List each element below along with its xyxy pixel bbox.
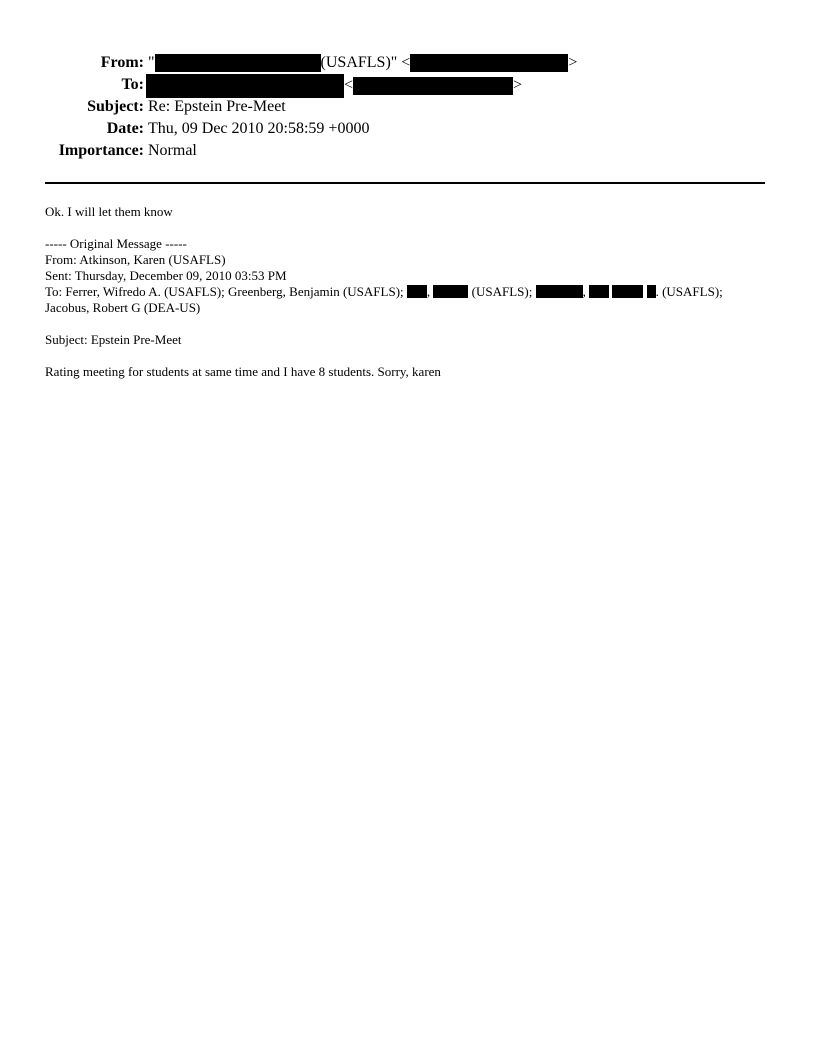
to-close: > (513, 76, 523, 94)
redaction-block (536, 285, 583, 298)
subject-row (0, 96, 816, 118)
date-label: Date: (106, 120, 144, 137)
redaction-block (407, 285, 427, 298)
to-label: To: (121, 76, 144, 93)
email-header (0, 52, 816, 162)
importance-row (0, 140, 816, 162)
reply-line: Ok. I will let them know (45, 204, 173, 219)
from-label: From: (100, 54, 144, 71)
to-row (0, 74, 816, 96)
importance-label: Importance: (58, 142, 144, 159)
original-message-marker: ----- Original Message ----- (45, 236, 187, 251)
message-text: Rating meeting for students at same time and I have 8 students. Sorry, karen (45, 364, 441, 379)
original-to: To: Ferrer, Wifredo A. (USAFLS); Greenberg, Benjamin (USAFLS); , (USAFLS); , . (USAFLS); (45, 284, 723, 299)
to-value (146, 74, 522, 98)
original-to-continued: Jacobus, Robert G (DEA-US) (45, 300, 201, 315)
original-from: From: Atkinson, Karen (USAFLS) (45, 252, 226, 267)
redaction-block (612, 285, 643, 298)
redaction-block (146, 74, 344, 98)
redaction-block (353, 77, 513, 95)
redaction-block (589, 285, 609, 298)
from-quote-open: " (148, 54, 155, 71)
redaction-block (647, 285, 656, 298)
from-value (148, 52, 577, 74)
importance-value: Normal (148, 142, 197, 159)
from-suffix: (USAFLS)" < (320, 54, 411, 71)
email-body (45, 204, 765, 380)
to-open: < (344, 76, 354, 94)
subject-label: Subject: (87, 98, 144, 115)
date-row (0, 118, 816, 140)
subject-value: Re: Epstein Pre-Meet (148, 98, 286, 115)
original-subject: Subject: Epstein Pre-Meet (45, 332, 182, 347)
date-value: Thu, 09 Dec 2010 20:58:59 +0000 (148, 120, 370, 137)
from-close: > (568, 54, 578, 71)
redaction-block (433, 285, 468, 298)
from-row (0, 52, 816, 74)
header-divider (45, 182, 765, 184)
original-sent: Sent: Thursday, December 09, 2010 03:53 PM (45, 268, 287, 283)
redaction-block (410, 54, 568, 72)
redaction-block (155, 54, 321, 72)
